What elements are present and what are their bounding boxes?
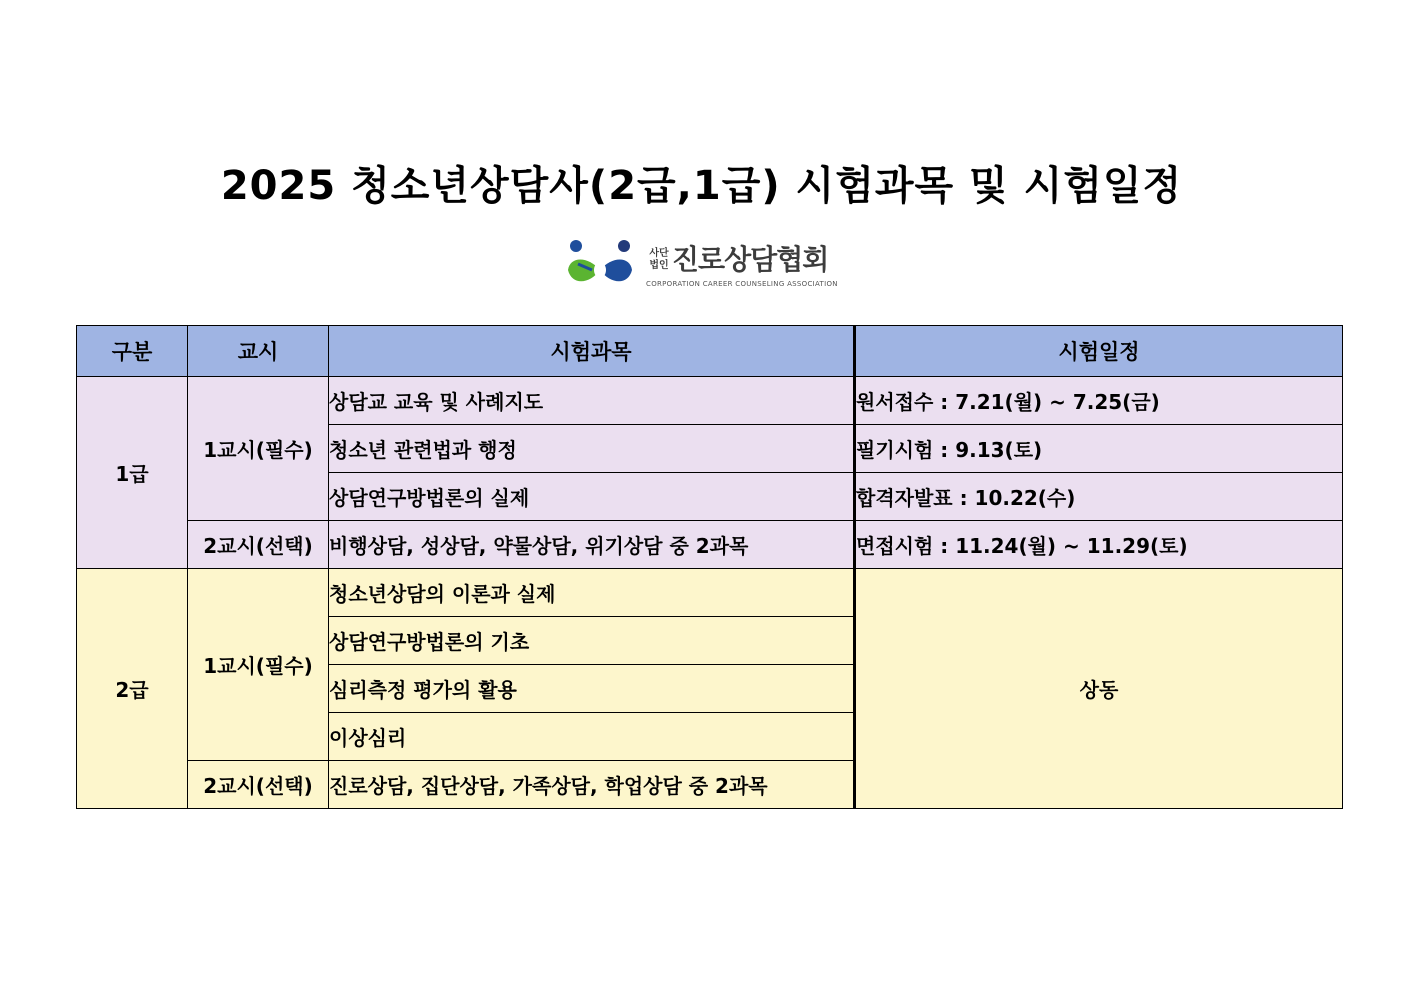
table-header-row xyxy=(77,326,1343,377)
level-1-subject: 상담교 교육 및 사례지도 xyxy=(329,377,855,425)
logo-corp-line2: 법인 xyxy=(649,260,669,271)
level-2-subject: 상담연구방법론의 기초 xyxy=(329,617,855,665)
level-1-period-1: 1교시(필수) xyxy=(188,377,329,521)
level-2-period-1: 1교시(필수) xyxy=(188,569,329,761)
association-logo xyxy=(564,238,844,294)
table-row xyxy=(77,569,1343,617)
document-title: 2025 청소년상담사(2급,1급) 시험과목 및 시험일정 xyxy=(220,163,1183,209)
level-1-subject: 상담연구방법론의 실제 xyxy=(329,473,855,521)
level-1-period-2: 2교시(선택) xyxy=(188,521,329,569)
header-subject: 시험과목 xyxy=(329,326,855,377)
header-schedule: 시험일정 xyxy=(855,326,1343,377)
level-2-cell: 2급 xyxy=(77,569,188,809)
schedule-announcement: 합격자발표 : 10.22(수) xyxy=(855,473,1343,521)
level-2-subject: 이상심리 xyxy=(329,713,855,761)
logo-english-name: CORPORATION CAREER COUNSELING ASSOCIATION xyxy=(646,280,838,288)
schedule-interview: 면접시험 : 11.24(월) ~ 11.29(토) xyxy=(855,521,1343,569)
table-row xyxy=(77,377,1343,425)
header-level: 구분 xyxy=(77,326,188,377)
schedule-written-exam: 필기시험 : 9.13(토) xyxy=(855,425,1343,473)
level-2-subject: 진로상담, 집단상담, 가족상담, 학업상담 중 2과목 xyxy=(329,761,855,809)
level-2-subject: 청소년상담의 이론과 실제 xyxy=(329,569,855,617)
logo-corp-line1: 사단 xyxy=(649,248,669,259)
header-period: 교시 xyxy=(188,326,329,377)
level-2-period-2: 2교시(선택) xyxy=(188,761,329,809)
logo-corporation-label xyxy=(646,248,672,272)
level-2-subject: 심리측정 평가의 활용 xyxy=(329,665,855,713)
logo-name: 진로상담협회 xyxy=(672,243,829,276)
level-1-subject: 청소년 관련법과 행정 xyxy=(329,425,855,473)
exam-schedule-table xyxy=(76,325,1343,809)
logo-people-icon xyxy=(564,238,636,292)
table-row xyxy=(77,521,1343,569)
level-2-schedule-same: 상동 xyxy=(855,569,1343,809)
level-1-cell: 1급 xyxy=(77,377,188,569)
level-1-subject: 비행상담, 성상담, 약물상담, 위기상담 중 2과목 xyxy=(329,521,855,569)
schedule-application: 원서접수 : 7.21(월) ~ 7.25(금) xyxy=(855,377,1343,425)
